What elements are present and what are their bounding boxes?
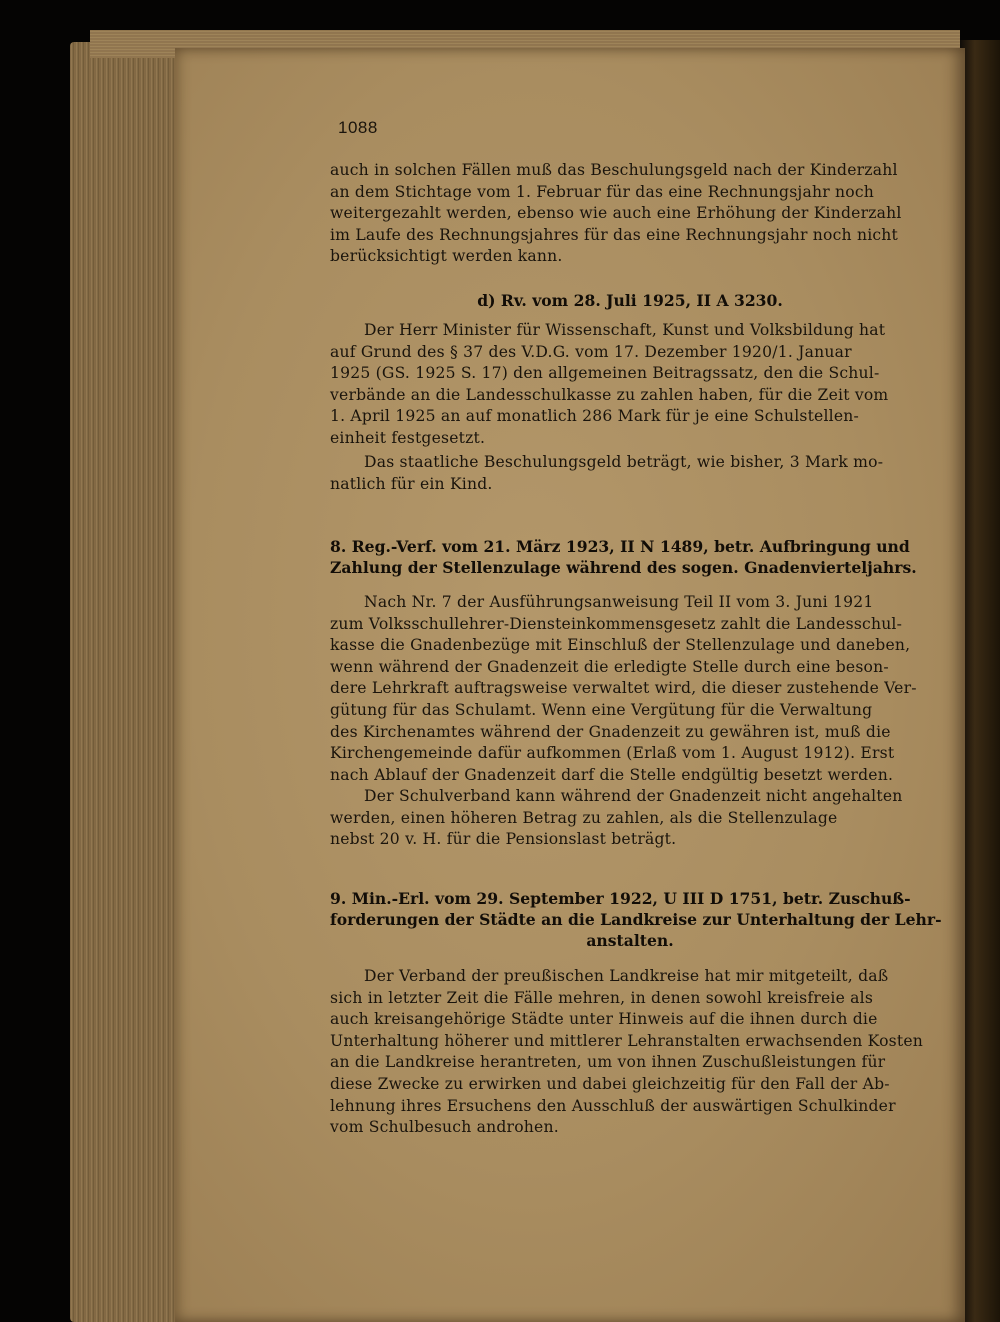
paragraph-landkreise — [330, 966, 930, 1139]
text-line: dere Lehrkraft auftragsweise verwaltet wird, die dieser zustehende Ver- — [330, 679, 917, 698]
text-line: nebst 20 v. H. für die Pensionslast beträgt. — [330, 830, 677, 849]
paragraph-schulverband — [330, 786, 930, 851]
section-heading-9 — [330, 888, 942, 951]
text-line: verbände an die Landesschulkasse zu zahlen haben, für die Zeit vom — [330, 385, 889, 404]
text-line: lehnung ihres Ersuchens den Ausschluß der auswärtigen Schulkinder — [330, 1096, 896, 1115]
paragraph-gnadenbezuege — [330, 592, 930, 786]
paragraph-continuation — [330, 160, 930, 268]
text-line: kasse die Gnadenbezüge mit Einschluß der Stellenzulage und daneben, — [330, 636, 911, 655]
text-line: wenn während der Gnadenzeit die erledigte Stelle durch eine beson- — [330, 657, 889, 676]
text-line: nach Ablauf der Gnadenzeit darf die Stelle endgültig besetzt werden. — [330, 765, 894, 784]
text-line: 1925 (GS. 1925 S. 17) den allgemeinen Beitragssatz, den die Schul- — [330, 364, 880, 383]
text-line: weitergezahlt werden, ebenso wie auch eine Erhöhung der Kinderzahl — [330, 204, 902, 223]
text-line: sich in letzter Zeit die Fälle mehren, in denen sowohl kreisfreie als — [330, 988, 874, 1007]
text-line: des Kirchenamtes während der Gnadenzeit zu gewähren ist, muß die — [330, 722, 891, 741]
text-line: 1. April 1925 an auf monatlich 286 Mark für je eine Schulstellen- — [330, 407, 859, 426]
text-line: zum Volksschullehrer-Diensteinkommensgesetz zahlt die Landesschul- — [330, 614, 903, 633]
heading-line: anstalten. — [586, 931, 674, 950]
text-line: auch kreisangehörige Städte unter Hinweis auf die ihnen durch die — [330, 1010, 878, 1029]
heading-line: Zahlung der Stellenzulage während des sogen. Gnadenvierteljahrs. — [330, 558, 917, 577]
heading-line: 8. Reg.-Verf. vom 21. März 1923, II N 1489, betr. Aufbringung und — [330, 537, 910, 556]
text-line: an die Landkreise herantreten, um von ihnen Zuschußleistungen für — [330, 1053, 886, 1072]
page-number: 1088 — [338, 118, 378, 137]
text-line: auf Grund des § 37 des V.D.G. vom 17. Dezember 1920/1. Januar — [330, 342, 852, 361]
section-heading-d: d) Rv. vom 28. Juli 1925, II A 3230. — [477, 291, 783, 310]
text-line: Der Herr Minister für Wissenschaft, Kunst und Volksbildung hat — [364, 321, 886, 339]
section-heading-8 — [330, 536, 930, 578]
text-line: im Laufe des Rechnungsjahres für das eine Rechnungsjahr noch nicht — [330, 225, 899, 244]
text-line: an dem Stichtage vom 1. Februar für das eine Rechnungsjahr noch — [330, 182, 875, 201]
text-line: werden, einen höheren Betrag zu zahlen, als die Stellenzulage — [330, 808, 838, 827]
heading-line: forderungen der Städte an die Landkreise zur Unterhaltung der Lehr- — [330, 910, 942, 929]
text-line: vom Schulbesuch androhen. — [330, 1118, 559, 1137]
paragraph-beschulungsgeld — [330, 452, 930, 495]
text-line: Unterhaltung höherer und mittlerer Lehranstalten erwachsenden Kosten — [330, 1031, 924, 1050]
text-line: einheit festgesetzt. — [330, 428, 486, 447]
text-line: natlich für ein Kind. — [330, 474, 493, 493]
heading-line: 9. Min.-Erl. vom 29. September 1922, U III D 1751, betr. Zuschuß- — [330, 889, 911, 908]
text-line: berücksichtigt werden kann. — [330, 247, 563, 266]
text-line: gütung für das Schulamt. Wenn eine Vergütung für die Verwaltung — [330, 700, 873, 719]
text-line: auch in solchen Fällen muß das Beschulungsgeld nach der Kinderzahl — [330, 161, 898, 179]
paragraph-beitragssatz — [330, 320, 930, 450]
text-line: diese Zwecke zu erwirken und dabei gleichzeitig für den Fall der Ab- — [330, 1074, 890, 1093]
text-line: Das staatliche Beschulungsgeld beträgt, wie bisher, 3 Mark mo- — [364, 453, 884, 471]
text-line: Nach Nr. 7 der Ausführungsanweisung Teil II vom 3. Juni 1921 — [364, 593, 874, 611]
text-line: Der Verband der preußischen Landkreise hat mir mitgeteilt, daß — [364, 967, 889, 985]
page-stack-edges — [70, 42, 190, 1322]
text-line: Kirchengemeinde dafür aufkommen (Erlaß vom 1. August 1912). Erst — [330, 744, 895, 763]
text-line: Der Schulverband kann während der Gnadenzeit nicht angehalten — [364, 787, 903, 805]
